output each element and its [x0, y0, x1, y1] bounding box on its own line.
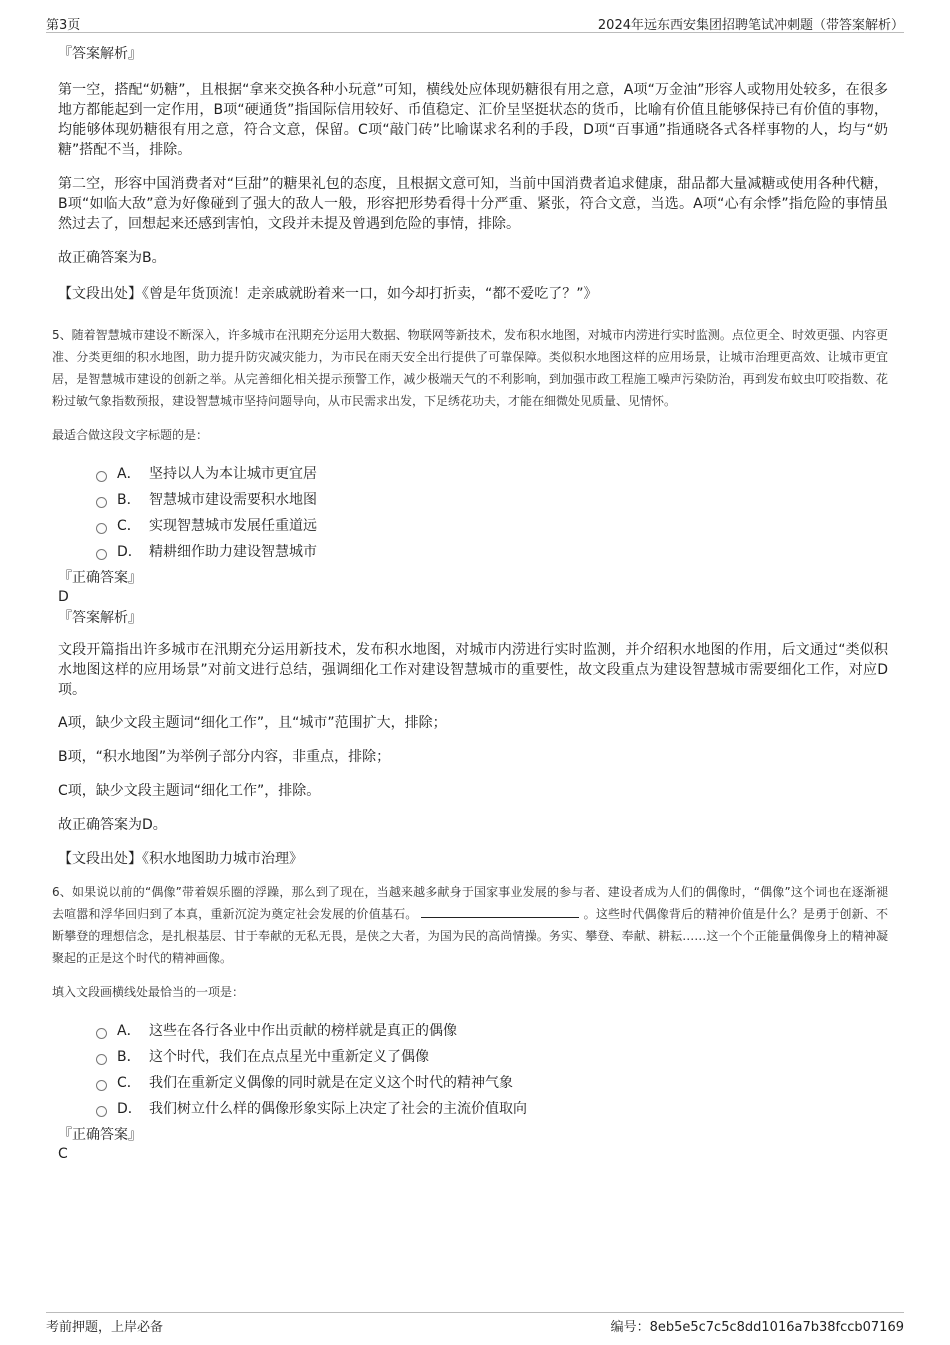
- document-code: 编号：8eb5e5c7c5c8dd1016a7b38fccb07169: [610, 1320, 904, 1335]
- answer-blank: [421, 905, 579, 918]
- page-header: [46, 12, 904, 33]
- radio-icon[interactable]: [96, 497, 107, 508]
- q5-analysis-paragraph: 文段开篇指出许多城市在汛期充分运用新技术，发布积水地图，对城市内涝进行实时监测，并介绍积水地图的作用，后文通过“类似积水地图这样的应用场景”对前文进行总结，强调细化工作对建设智慧城市的重要性，故文段重点为建设智慧城市需要细化工作，对应D项。: [58, 642, 888, 698]
- q5-analysis-conclusion: 故正确答案为D。: [58, 817, 167, 833]
- q4-analysis-conclusion: 故正确答案为B。: [58, 250, 166, 266]
- q6-options: [58, 1017, 888, 1121]
- q5-analysis-paragraph: A项，缺少文段主题词“细化工作”，且“城市”范围扩大，排除；: [58, 715, 447, 731]
- radio-icon[interactable]: [96, 549, 107, 560]
- q6-option-c[interactable]: C． 我们在重新定义偶像的同时就是在定义这个时代的精神气象: [96, 1069, 888, 1095]
- q5-answer-label: 『正确答案』: [58, 570, 142, 586]
- q4-analysis-label: 『答案解析』: [58, 46, 142, 62]
- q5-options: [58, 460, 888, 564]
- page-footer: [46, 1312, 904, 1341]
- q5-answer: D: [58, 589, 69, 605]
- radio-icon[interactable]: [96, 1054, 107, 1065]
- document-title: 2024年远东西安集团招聘笔试冲刺题（带答案解析）: [597, 18, 904, 33]
- q6-option-a[interactable]: A． 这些在各行各业中作出贡献的榜样就是真正的偶像: [96, 1017, 888, 1043]
- q4-source: 【文段出处】《曾是年货顶流！走亲戚就盼着来一口，如今却打折卖，“都不爱吃了？”》: [58, 286, 598, 302]
- q5-prompt: 最适合做这段文字标题的是：: [52, 428, 209, 442]
- q6-prompt: 填入文段画横线处最恰当的一项是：: [52, 985, 245, 999]
- radio-icon[interactable]: [96, 1028, 107, 1039]
- q5-analysis-label: 『答案解析』: [58, 610, 142, 626]
- q5-option-c[interactable]: C． 实现智慧城市发展任重道远: [96, 512, 888, 538]
- q5-option-b[interactable]: B． 智慧城市建设需要积水地图: [96, 486, 888, 512]
- q5-stem: 5、随着智慧城市建设不断深入，许多城市在汛期充分运用大数据、物联网等新技术，发布积水地图，对城市内涝进行实时监测。点位更全、时效更强、内容更准、分类更细的积水地图，助力提升防灾减灾能力，为市民在雨天安全出行提供了可靠保障。类似积水地图这样的应用场景，让城市治理更高效、让城市更宜居，是智慧城市建设的创新之举。从完善细化相关提示预警工作，减少极端天气的不利影响，到加强市政工程施工噪声污染防治，再到发布蚊虫叮咬指数、花粉过敏气象指数预报，建设智慧城市坚持问题导向，从市民需求出发，下足绣花功夫，才能在细微处见质量、见情怀。: [52, 328, 888, 408]
- q5-option-d[interactable]: D． 精耕细作助力建设智慧城市: [96, 538, 888, 564]
- q6-answer: C: [58, 1146, 68, 1162]
- radio-icon[interactable]: [96, 471, 107, 482]
- page-content: [52, 44, 888, 1163]
- q5-source: 【文段出处】《积水地图助力城市治理》: [58, 851, 303, 867]
- page-number: 第3页: [46, 18, 81, 33]
- radio-icon[interactable]: [96, 523, 107, 534]
- footer-slogan: 考前押题，上岸必备: [46, 1320, 164, 1335]
- q5-analysis-paragraph: C项，缺少文段主题词“细化工作”，排除。: [58, 783, 321, 799]
- q6-answer-label: 『正确答案』: [58, 1127, 142, 1143]
- q6-stem: 6、如果说以前的“偶像”带着娱乐圈的浮躁，那么到了现在，当越来越多献身于国家事业发展的参与者、建设者成为人们的偶像时，“偶像”这个词也在逐渐褪去喧嚣和浮华回归到了本真，重新沉淀为奠定社会发展的价值基石。 。这些时代偶像背后的精神价值是什么？是勇于创新、不断攀登的理想信念，是扎根基层、甘于奉献的无私无畏，是侠之大者，为国为民的高尚情操。务实、攀登、奉献、耕耘……这一个个正能量偶像身上的精神凝聚起的正是这个时代的精神画像。: [52, 885, 888, 965]
- q5-analysis-paragraph: B项，“积水地图”为举例子部分内容，非重点，排除；: [58, 749, 391, 765]
- q4-analysis-paragraph: 第一空，搭配“奶糖”，且根据“拿来交换各种小玩意”可知，横线处应体现奶糖很有用之意，A项“万金油”形容人或物用处较多，在很多地方都能起到一定作用，B项“硬通货”指国际信用较好、币值稳定、汇价呈坚挺状态的货币，比喻有价值且能够保持已有价值的事物，均能够体现奶糖很有用之意，符合文意，保留。C项“敲门砖”比喻谋求名利的手段，D项“百事通”指通晓各式各样事物的人，均与“奶糖”搭配不当，排除。: [58, 82, 888, 158]
- q5-option-a[interactable]: A． 坚持以人为本让城市更宜居: [96, 460, 888, 486]
- radio-icon[interactable]: [96, 1106, 107, 1117]
- q4-analysis-paragraph: 第二空，形容中国消费者对“巨甜”的糖果礼包的态度，且根据文意可知，当前中国消费者追求健康，甜品都大量减糖或使用各种代糖，B项“如临大敌”意为好像碰到了强大的敌人一般，形容把形势看得十分严重、紧张，符合文意，当选。A项“心有余悸”指危险的事情虽然过去了，回想起来还感到害怕，文段并未提及曾遇到危险的事情，排除。: [58, 176, 888, 232]
- q6-option-d[interactable]: D． 我们树立什么样的偶像形象实际上决定了社会的主流价值取向: [96, 1095, 888, 1121]
- q6-option-b[interactable]: B． 这个时代，我们在点点星光中重新定义了偶像: [96, 1043, 888, 1069]
- radio-icon[interactable]: [96, 1080, 107, 1091]
